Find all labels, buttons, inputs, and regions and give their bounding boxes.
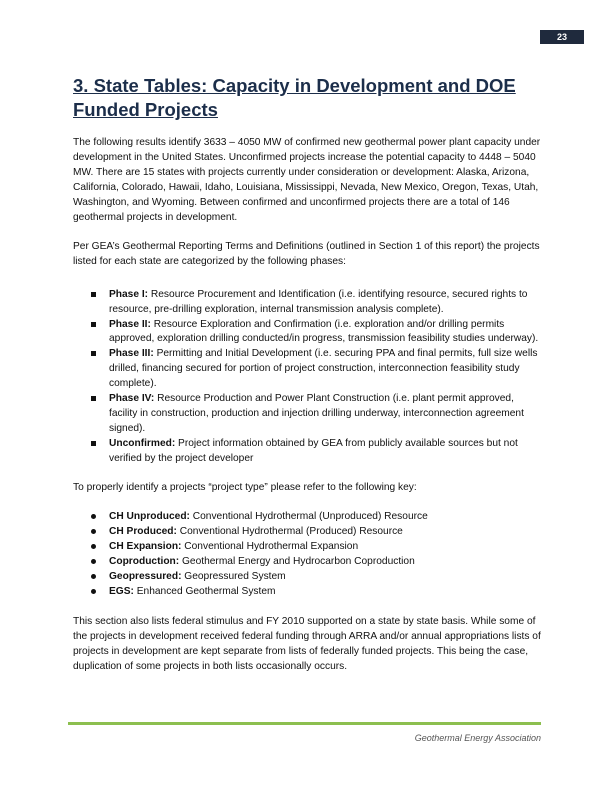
project-type-item (73, 570, 543, 585)
phase-item (73, 437, 543, 467)
phase-term: Phase III: (109, 348, 154, 360)
page-number-badge: 23 (540, 30, 584, 44)
square-bullet-icon (91, 351, 96, 356)
round-bullet-icon (91, 529, 96, 534)
phase-item (73, 347, 543, 392)
project-type-description: Geopressured System (181, 570, 286, 582)
round-bullet-icon (91, 589, 96, 594)
phase-description: Permitting and Initial Development (i.e. securing PPA and final permits, full size wells drilled, financing secured for portion of project construction, interconnection feasibility study complete). (109, 348, 538, 390)
project-type-item (73, 555, 543, 570)
phase-term: Phase I: (109, 288, 149, 300)
body-text (73, 136, 543, 675)
phase-term: Unconfirmed: (109, 437, 176, 449)
project-type-description: Geothermal Energy and Hydrocarbon Coproduction (179, 555, 415, 567)
project-type-term: EGS: (109, 585, 134, 597)
round-bullet-icon (91, 514, 96, 519)
phase-item (73, 318, 543, 348)
project-type-term: CH Unproduced: (109, 511, 190, 523)
phase-description: Resource Production and Power Plant Construction (i.e. plant permit approved, facility in construction, production and injection drilling underway, interconnection agreement signed). (109, 393, 524, 434)
phase-description: Resource Exploration and Confirmation (i.e. exploration and/or drilling permits approved, exploration drilling conducted/in progress, transmission feasibility studies underway). (109, 318, 539, 345)
phase-term: Phase II: (109, 318, 151, 330)
phase-item (73, 392, 543, 437)
project-type-description: Enhanced Geothermal System (133, 585, 276, 597)
phase-term: Phase IV: (109, 393, 155, 405)
project-type-term: CH Produced: (109, 525, 177, 537)
phases-intro-paragraph: Per GEA’s Geothermal Reporting Terms and Definitions (outlined in Section 1 of this report) the projects listed for each state are categorized by the following phases: (73, 240, 540, 267)
square-bullet-icon (91, 322, 96, 327)
square-bullet-icon (91, 292, 96, 297)
round-bullet-icon (91, 574, 96, 579)
section-title: 3. State Tables: Capacity in Development and DOE Funded Projects (73, 75, 516, 120)
project-type-term: Geopressured: (109, 570, 182, 582)
footer-organization: Geothermal Energy Association (414, 733, 541, 743)
round-bullet-icon (91, 544, 96, 549)
project-type-item (73, 510, 543, 525)
project-type-term: Coproduction: (109, 555, 180, 567)
closing-paragraph: This section also lists federal stimulus and FY 2010 supported on a state by state basis. While some of the projects in development received federal funding through ARRA and/or annual appropriations lists of projects in development are kept separate from lists of federally funded projects. This being the case, duplication of some projects in both lists occasionally occurs. (73, 616, 541, 673)
phase-description: Resource Procurement and Identification (i.e. identifying resource, secured rights to resource, pre-drilling exploration, internal transmission analysis complete). (109, 288, 528, 315)
project-type-description: Conventional Hydrothermal Expansion (181, 540, 359, 552)
phases-list (73, 288, 543, 467)
intro-paragraph: The following results identify 3633 – 4050 MW of confirmed new geothermal power plant capacity under development in the United States. Unconfirmed projects increase the potential capacity to 4448 – 5040 MW. There are 15 states with projects currently under consideration or development: Alaska, Arizona, California, Colorado, Hawaii, Idaho, Louisiana, Mississippi, Nevada, New Mexico, Oregon, Texas, Utah, Washington, and Wyoming. Between confirmed and unconfirmed projects there are a total of 146 geothermal projects in development. (73, 137, 541, 223)
project-type-term: CH Expansion: (109, 540, 182, 552)
project-type-item (73, 525, 543, 540)
phase-description: Project information obtained by GEA from publicly available sources but not verified by the project developer (109, 437, 518, 464)
square-bullet-icon (91, 441, 96, 446)
footer-divider (68, 722, 541, 725)
project-type-item (73, 585, 543, 600)
key-intro-paragraph: To properly identify a projects “project type” please refer to the following key: (73, 482, 417, 494)
project-type-item (73, 540, 543, 555)
round-bullet-icon (91, 559, 96, 564)
phase-item (73, 288, 543, 318)
project-type-description: Conventional Hydrothermal (Produced) Resource (176, 525, 403, 537)
square-bullet-icon (91, 396, 96, 401)
project-type-description: Conventional Hydrothermal (Unproduced) Resource (189, 511, 428, 523)
project-type-key-list (73, 510, 543, 599)
